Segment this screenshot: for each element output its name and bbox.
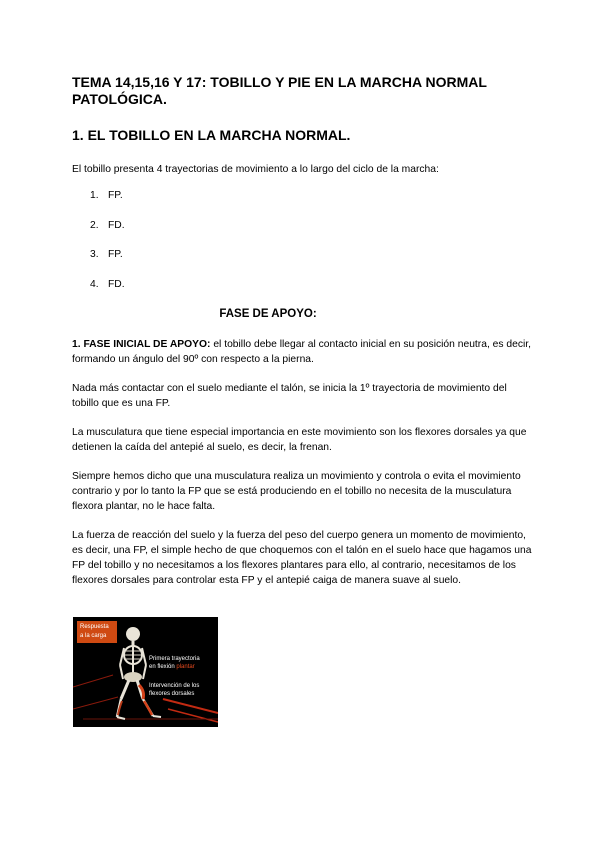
gait-skeleton-figure: [73, 617, 218, 727]
paragraph-initial-phase: 1. FASE INICIAL DE APOYO: el tobillo debe llegar al contacto inicial en su posición neutra, es decir, formando un ángulo del 90º con respecto a la pierna.: [72, 339, 532, 365]
phase-heading: FASE DE APOYO:: [219, 308, 317, 320]
document-title: TEMA 14,15,16 Y 17: TOBILLO Y PIE EN LA MARCHA NORMAL PATOLÓGICA.: [72, 74, 487, 107]
paragraph-2: Nada más contactar con el suelo mediante el talón, se inicia la 1º trayectoria de movimiento del tobillo que es una FP.: [72, 383, 507, 409]
list-item: 3. FP.: [90, 249, 123, 260]
paragraph-3: La musculatura que tiene especial importancia en este movimiento son los flexores dorsales ya que detienen la caída del antepié al suelo, es decir, la frenan.: [72, 427, 527, 453]
trajectory-list: [90, 189, 125, 307]
figure-label-box: Respuesta a la carga: [77, 621, 117, 643]
paragraph-lead: 1. FASE INICIAL DE APOYO:: [72, 339, 211, 350]
section-heading: 1. EL TOBILLO EN LA MARCHA NORMAL.: [72, 127, 351, 143]
intro-paragraph: El tobillo presenta 4 trayectorias de movimiento a lo largo del ciclo de la marcha:: [72, 164, 439, 175]
list-item: 1. FP.: [90, 190, 123, 201]
list-item: 2. FD.: [90, 219, 125, 231]
paragraph-5: La fuerza de reacción del suelo y la fuerza del peso del cuerpo genera un momento de movimiento, es decir, una FP, el simple hecho de que choquemos con el talón en el suelo hace que hagamos una FP del tobillo y no necesitamos a los flexores plantares para ello, al contrario, necesitamos de los flexores dorsales para controlar esta FP y el antepié caiga de manera suave al suelo.: [72, 530, 532, 586]
list-item: 4. FD.: [90, 278, 125, 290]
figure-note-dorsal-flexors: Intervención de los flexores dorsales: [149, 683, 200, 697]
figure-note-trajectory: Primera trayectoria en flexión plantar: [149, 656, 200, 670]
paragraph-4: Siempre hemos dicho que una musculatura realiza un movimiento y controla o evita el movimiento contrario y por lo tanto la FP que se está produciendo en el tobillo no necesita de la musculatura flexora plantar, no le hace falta.: [72, 471, 521, 512]
